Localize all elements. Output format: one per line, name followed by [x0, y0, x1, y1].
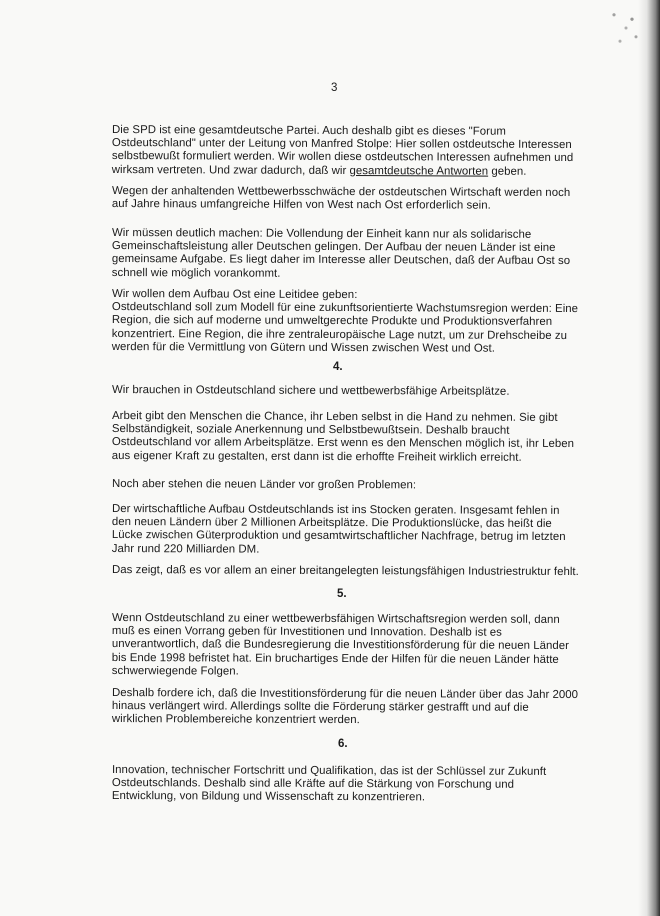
text-line: Wir brauchen in Ostdeutschland sichere und wettbewerbsfähige Arbeitsplätze. [111, 384, 510, 398]
text-line: den neuen Ländern über 2 Millionen Arbeitsplätze. Die Produktionslücke, das heißt die [111, 516, 552, 531]
text-line: schnell wie möglich vorankommt. [111, 266, 281, 280]
paragraph-spd-forum [112, 124, 582, 179]
text-line: Die SPD ist eine gesamtdeutsche Partei. Auch deshalb gibt es dieses "Forum [111, 124, 506, 138]
text-line: Entwicklung, von Bildung und Wissenschaft zu konzentrieren. [111, 790, 426, 804]
text-line: hinaus verlängert wird. Allerdings sollte die Förderung stärker gestrafft und auf die [111, 700, 529, 715]
scan-edge-shadow [638, 0, 660, 916]
scan-speckle [602, 6, 642, 50]
paragraph-arbeitsplaetze [112, 384, 582, 399]
text-line: Innovation, technischer Fortschritt und Qualifikation, das ist der Schlüssel zur Zukunft [111, 764, 547, 778]
underlined-phrase: gesamtdeutsche Antworten [349, 164, 489, 178]
text-line: Das zeigt, daß es vor allem an einer breitangelegten leistungsfähigen Industriestruktur fehlt. [111, 564, 579, 579]
text-fragment: wirksam vertreten. Und zwar dadurch, daß wir [111, 163, 350, 177]
text-line: wirklichen Problembereiche konzentriert werden. [111, 713, 360, 727]
text-line: selbstbewußt formuliert werden. Wir wollen diese ostdeutschen Interessen aufnehmen und [111, 150, 574, 165]
text-line-with-underline [112, 164, 582, 179]
text-line: Ostdeutschland" unter der Leitung von Manfred Stolpe: Hier sollen ostdeutsche Interessen [111, 137, 572, 152]
paragraph-investitionsfoerderung [112, 687, 582, 729]
section-number-6: 6. [338, 738, 348, 750]
paragraph-vollendung-einheit [112, 227, 582, 282]
paragraph-innovation [112, 764, 582, 806]
text-line: Der wirtschaftliche Aufbau Ostdeutschlands ist ins Stocken geraten. Insgesamt fehlen in [111, 503, 560, 517]
text-line: muß es einen Vorrang geben für Investitionen und Innovation. Deshalb ist es [111, 625, 502, 639]
text-line: bis Ende 1998 befristet hat. Ein bruchartiges Ende der Hilfen für die neuen Länder hätte [111, 651, 559, 666]
text-line: Ostdeutschland vor allem Arbeitsplätze. Erst wenn es den Menschen möglich ist, ihr Leben [111, 436, 575, 451]
text-line: Gemeinschaftsleistung aller Deutschen gelingen. Der Aufbau der neuen Länder ist eine [111, 240, 556, 255]
text-line: aus eigener Kraft zu gestalten, erst dann ist die erhoffte Freiheit wirklich erreicht. [111, 449, 522, 464]
paragraph-probleme [112, 478, 582, 493]
section-number-5: 5. [337, 588, 347, 600]
text-line: Wir wollen dem Aufbau Ost eine Leitidee geben: [111, 288, 358, 302]
text-line: Wenn Ostdeutschland zu einer wettbewerbsfähigen Wirtschaftsregion werden soll, dann [111, 612, 560, 626]
text-line: Region, die sich auf moderne und umweltgerechte Produkte und Produktionsverfahren [111, 314, 553, 329]
text-line: Wegen der anhaltenden Wettbewerbsschwäche der ostdeutschen Wirtschaft werden noch [111, 185, 571, 199]
text-line: Ostdeutschland soll zum Modell für eine zukunftsorientierte Wachstumsregion werden: Eine [111, 301, 579, 316]
text-line: konzentriert. Eine Region, die ihre zentraleuropäische Lage nutzt, um zur Drehscheibe zu [111, 327, 568, 342]
text-line: Arbeit gibt den Menschen die Chance, ihr Leben selbst in die Hand zu nehmen. Sie gibt [111, 410, 558, 424]
section-number-4: 4. [333, 361, 343, 373]
text-line: Lücke zwischen Güterproduktion und gesamtwirtschaftlicher Nachfrage, betrug im letzten [111, 529, 566, 544]
text-line: Noch aber stehen die neuen Länder vor großen Problemen: [111, 478, 417, 492]
paragraph-arbeit-chance [112, 410, 582, 465]
text-line: gemeinsame Aufgabe. Es liegt daher im Interesse aller Deutschen, daß der Aufbau Ost so [111, 253, 571, 268]
text-fragment: geben. [488, 165, 527, 178]
paragraph-investitionen [112, 612, 582, 680]
text-line: schwerwiegende Folgen. [111, 664, 239, 678]
text-line: Wir müssen deutlich machen: Die Vollendung der Einheit kann nur als solidarische [111, 227, 532, 241]
paragraph-wettbewerbsschwaeche [112, 185, 582, 213]
text-line: Deshalb fordere ich, daß die Investitionsförderung für die neuen Länder über das Jahr 2000 [111, 687, 579, 702]
text-line: Jahr rund 220 Milliarden DM. [111, 542, 260, 556]
text-line: Selbständigkeit, soziale Anerkennung und Selbstbewußtsein. Deshalb braucht [111, 423, 510, 437]
text-line: auf Jahre hinaus umfangreiche Hilfen von West nach Ost erforderlich sein. [111, 198, 491, 212]
text-line: werden für die Vermittlung von Gütern und Wissen zwischen West und Ost. [111, 340, 495, 355]
text-line: unverantwortlich, daß die Bundesregierung die Investitionsförderung für die neuen Länder [111, 638, 570, 653]
page-number: 3 [331, 82, 338, 94]
paragraph-wirtschaftlicher-aufbau [112, 503, 582, 558]
paragraph-leitidee [112, 288, 582, 356]
paragraph-industriestruktur [112, 564, 582, 579]
text-line: Ostdeutschlands. Deshalb sind alle Kräfte auf die Stärkung von Forschung und [111, 777, 515, 791]
